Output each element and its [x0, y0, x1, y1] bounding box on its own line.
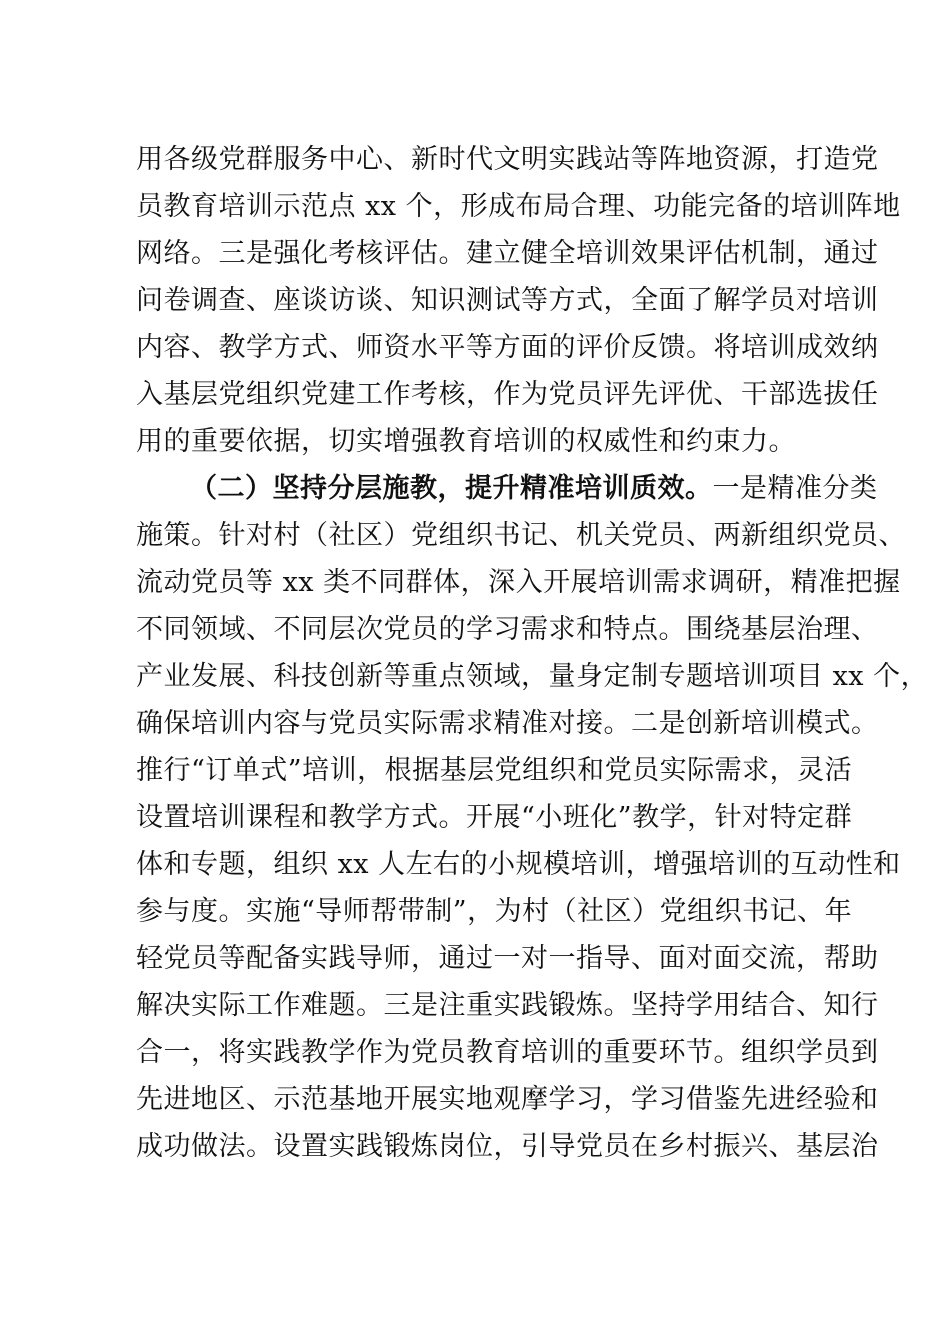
- text-line: 设置培训课程和教学方式。开展“小班化”教学，针对特定群: [136, 802, 853, 833]
- text-line: 内容、教学方式、师资水平等方面的评价反馈。将培训成效纳: [136, 332, 879, 363]
- section-heading: （二）坚持分层施教，提升精准培训质效。: [190, 473, 713, 504]
- text-line: 问卷调查、座谈访谈、知识测试等方式，全面了解学员对培训: [136, 285, 879, 316]
- text-line: 解决实际工作难题。三是注重实践锻炼。坚持学用结合、知行: [136, 990, 879, 1021]
- text-line: 推行“订单式”培训，根据基层党组织和党员实际需求，灵活: [136, 755, 853, 786]
- text-line: 员教育培训示范点 xx 个，形成布局合理、功能完备的培训阵地: [136, 191, 901, 222]
- text-line: 确保培训内容与党员实际需求精准对接。二是创新培训模式。: [136, 708, 879, 739]
- section-heading-line: [190, 465, 878, 513]
- text-line: 施策。针对村（社区）党组织书记、机关党员、两新组织党员、: [136, 520, 906, 551]
- text-line: 轻党员等配备实践导师，通过一对一指导、面对面交流，帮助: [136, 943, 879, 974]
- text-line: 入基层党组织党建工作考核，作为党员评先评优、干部选拔任: [136, 379, 879, 410]
- text-line: 网络。三是强化考核评估。建立健全培训效果评估机制，通过: [136, 238, 879, 269]
- text-line: 成功做法。设置实践锻炼岗位，引导党员在乡村振兴、基层治: [136, 1131, 879, 1162]
- text-line: 流动党员等 xx 类不同群体，深入开展培训需求调研，精准把握: [136, 567, 901, 598]
- text-span: 一是精准分类: [712, 473, 878, 504]
- text-line: 合一，将实践教学作为党员教育培训的重要环节。组织学员到: [136, 1037, 879, 1068]
- text-line: 参与度。实施“导师帮带制”，为村（社区）党组织书记、年: [136, 896, 853, 927]
- text-line: 不同领域、不同层次党员的学习需求和特点。围绕基层治理、: [136, 614, 879, 645]
- text-line: 体和专题，组织 xx 人左右的小规模培训，增强培训的互动性和: [136, 849, 901, 880]
- text-line: 用各级党群服务中心、新时代文明实践站等阵地资源，打造党: [136, 144, 879, 175]
- text-line: 先进地区、示范基地开展实地观摩学习，学习借鉴先进经验和: [136, 1084, 879, 1115]
- text-line: 用的重要依据，切实增强教育培训的权威性和约束力。: [136, 426, 796, 457]
- text-line: 产业发展、科技创新等重点领域，量身定制专题培训项目 xx 个，: [136, 661, 929, 692]
